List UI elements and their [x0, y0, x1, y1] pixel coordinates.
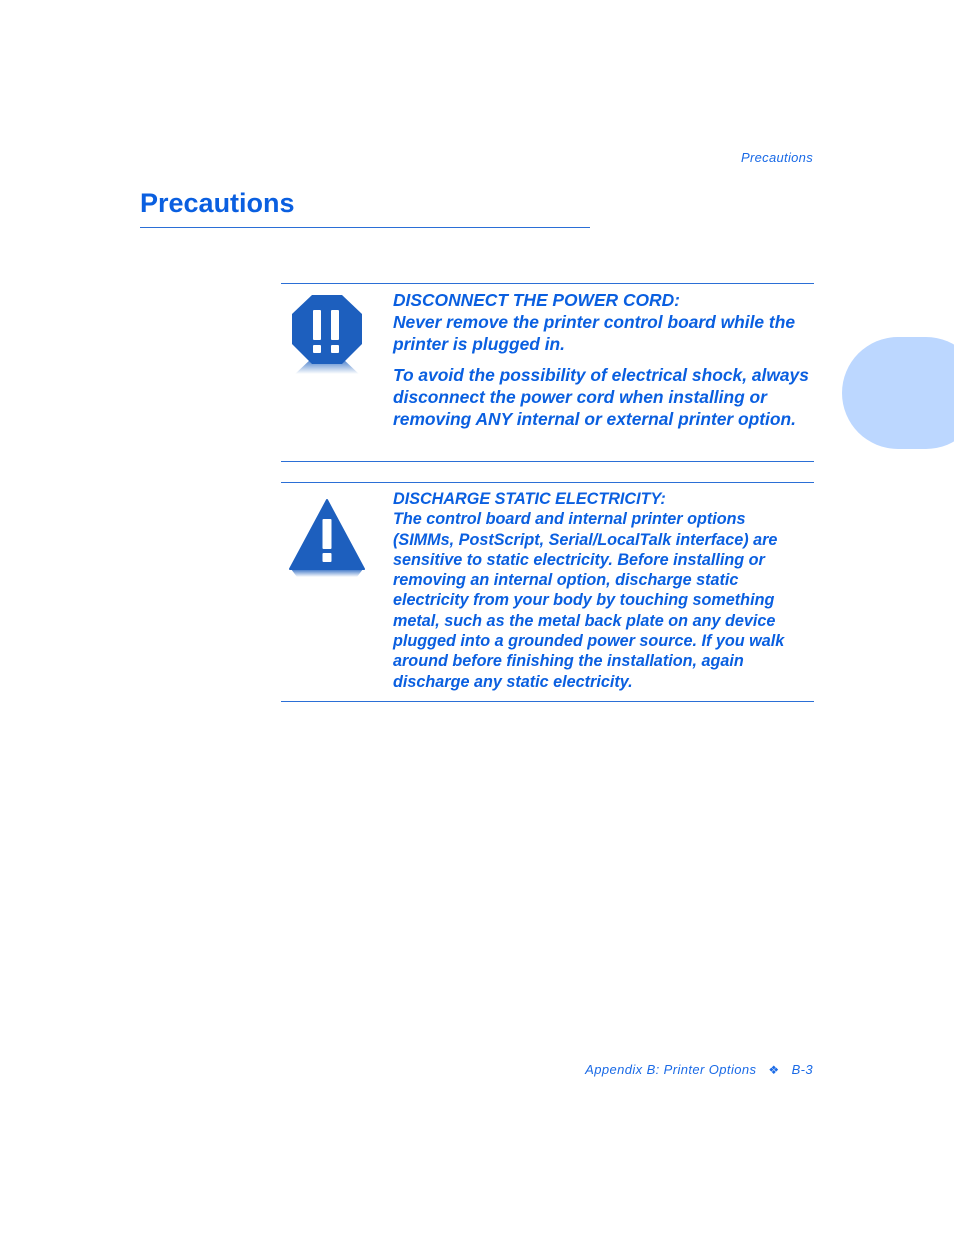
footer-page-number: B-3: [791, 1062, 813, 1077]
static-electricity-caution-text: [393, 489, 810, 692]
power-cord-warning-heading: DISCONNECT THE POWER CORD:: [393, 290, 680, 310]
title-rule: [140, 227, 590, 228]
static-electricity-caution-heading: DISCHARGE STATIC ELECTRICITY:: [393, 490, 666, 508]
page-title: Precautions: [140, 188, 295, 218]
static-electricity-caution-body: The control board and internal printer options (SIMMs, PostScript, Serial/LocalTalk interface) are sensitive to static electricity. Before installing or removing an internal option, discharge static electricity from your body by touching something metal, such as the metal back plate on any device plugged into a grounded power source. If you walk around before finishing the installation, again discharge any static electricity.: [393, 510, 785, 691]
power-cord-warning-detail: To avoid the possibility of electrical shock, always disconnect the power cord when installing or removing ANY internal or external printer option.: [393, 365, 809, 429]
footer-separator-icon: ❖: [768, 1063, 780, 1077]
static-electricity-caution: [281, 482, 814, 702]
chapter-side-tab: [842, 337, 954, 449]
caution-triangle-icon: [287, 497, 367, 577]
running-header: Precautions: [741, 150, 813, 165]
running-footer: [585, 1062, 813, 1077]
footer-section-title: Appendix B: Printer Options: [585, 1062, 757, 1077]
power-cord-warning-body: Never remove the printer control board while the printer is plugged in.: [393, 312, 796, 354]
warning-octagon-icon: [289, 292, 365, 378]
power-cord-warning: [281, 283, 814, 462]
power-cord-warning-text: [393, 289, 810, 430]
